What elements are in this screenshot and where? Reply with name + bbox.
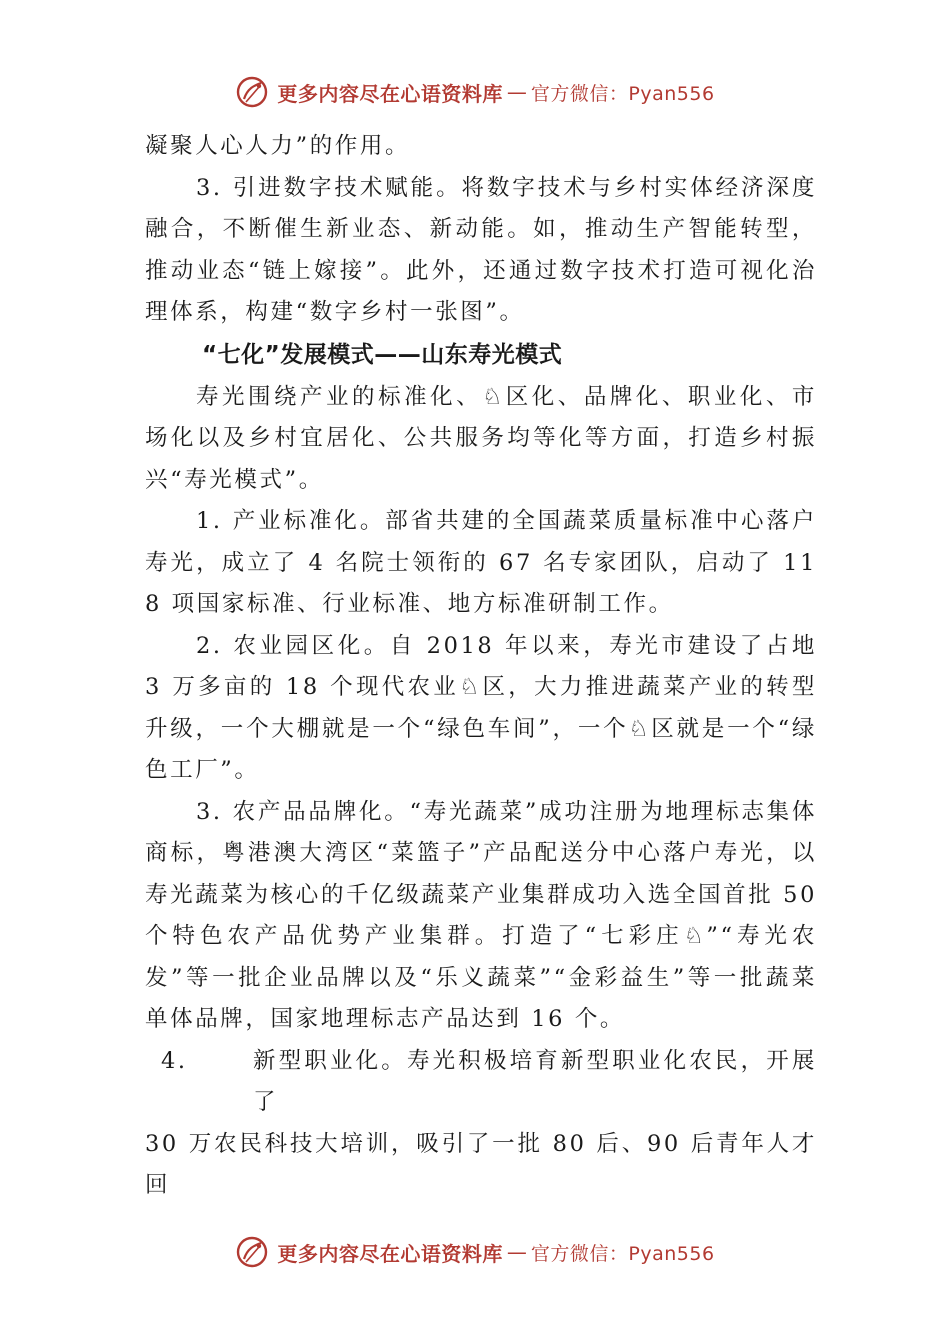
footer-watermark-text: 更多内容尽在心语资料库	[277, 1241, 503, 1266]
paragraph-parks: 2. 农业园区化。自 2018 年以来，寿光市建设了占地 3 万多亩的 18 个现代农业♘区，大力推进蔬菜产业的转型升级，一个大棚就是一个“绿色车间”，一个♘区就是一个“绿色工厂”。	[145, 632, 817, 783]
header-watermark-text: 更多内容尽在心语资料库	[277, 81, 503, 106]
footer-watermark-contact: 官方微信：Pyan556	[530, 1242, 715, 1265]
brand-logo-icon	[235, 75, 269, 109]
header-watermark-contact: 官方微信：Pyan556	[530, 82, 715, 105]
item-number: 4.	[161, 1047, 188, 1074]
paragraph-intro: 寿光围绕产业的标准化、♘区化、品牌化、职业化、市场化以及乡村宜居化、公共服务均等化等方面，打造乡村振兴“寿光模式”。	[145, 383, 817, 493]
header-watermark-separator: —	[506, 80, 527, 104]
header-watermark	[0, 72, 950, 112]
document-body	[145, 126, 817, 1207]
paragraph-professional-farmers-cont: 30 万农民科技大培训，吸引了一批 80 后、90 后青年人才回	[145, 1130, 817, 1198]
brand-logo-icon	[235, 1235, 269, 1269]
footer-watermark	[0, 1232, 950, 1272]
item-first-line: 新型职业化。寿光积极培育新型职业化农民，开展了	[253, 1047, 817, 1115]
paragraph-branding: 3. 农产品品牌化。“寿光蔬菜”成功注册为地理标志集体商标，粤港澳大湾区“菜篮子”产品配送分中心落户寿光，以寿光蔬菜为核心的千亿级蔬菜产业集群成功入选全国首批 50 个特色农产品优势产业集群。打造了“七彩庄♘”“寿光农发”等一批企业品牌以及“乐义蔬菜”“金彩益生”等一批蔬菜单体品牌，国家地理标志产品达到 16 个。	[145, 798, 817, 1032]
paragraph-professional-farmers	[145, 1041, 817, 1124]
footer-watermark-separator: —	[506, 1240, 527, 1264]
section-heading: “七化”发展模式——山东寿光模式	[202, 341, 563, 368]
paragraph-standardization: 1. 产业标准化。部省共建的全国蔬菜质量标准中心落户寿光，成立了 4 名院士领衔的 67 名专家团队，启动了 118 项国家标准、行业标准、地方标准研制工作。	[145, 508, 817, 617]
paragraph-continuation: 凝聚人心人力”的作用。	[145, 133, 411, 159]
paragraph-digital-tech: 3. 引进数字技术赋能。将数字技术与乡村实体经济深度融合，不断催生新业态、新动能。如，推动生产智能转型， 推动业态“链上嫁接”。此外，还通过数字技术打造可视化治理体系，构建“数字乡村一张图”。	[145, 174, 817, 325]
